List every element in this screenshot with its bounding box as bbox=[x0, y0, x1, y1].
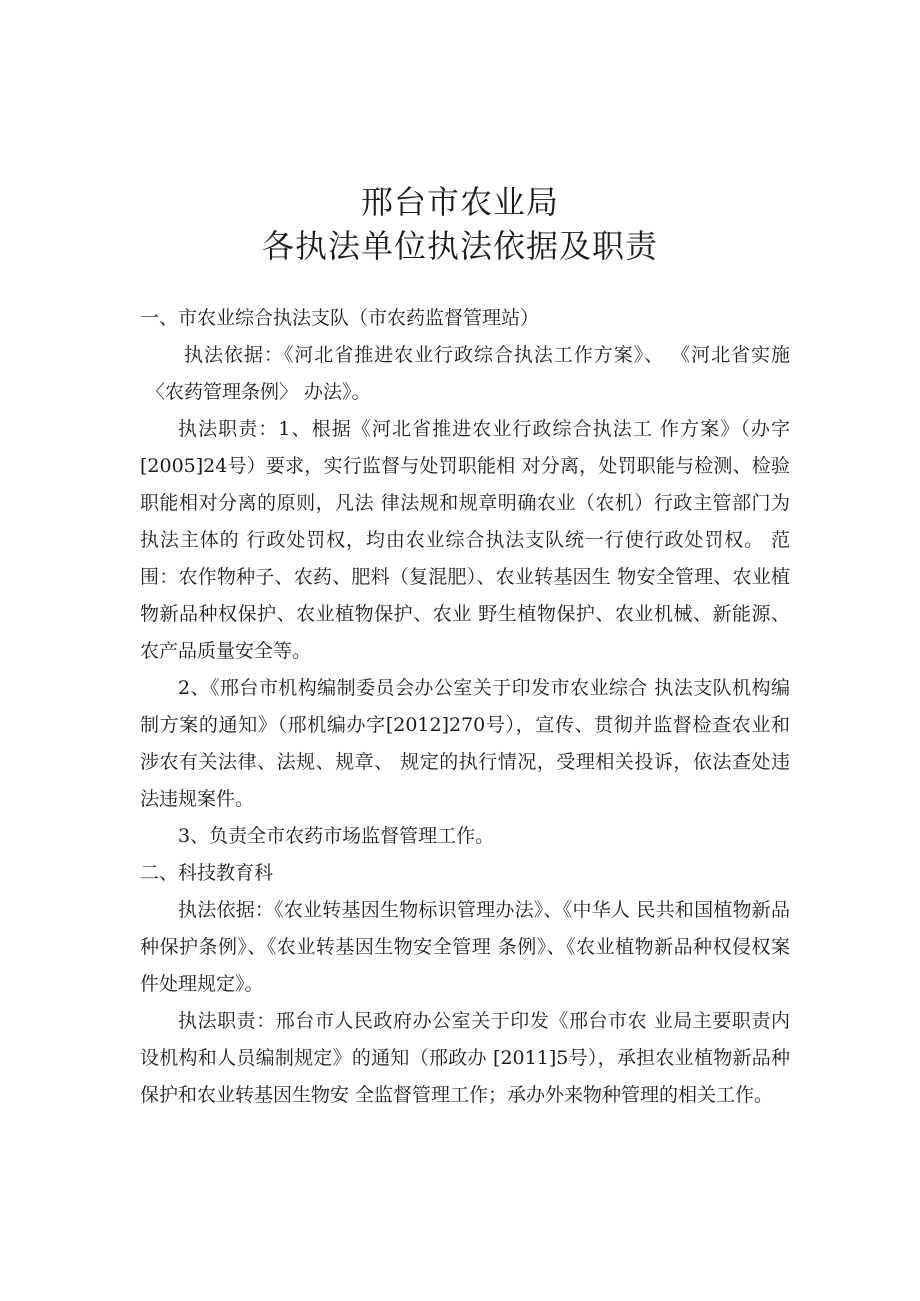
section-2-duty: 执法职责：邢台市人民政府办公室关于印发《邢台市农 业局主要职责内设机构和人员编制规定》的通知（邢政办 [2011]5号），承担农业植物新品种保护和农业转基因生物安 全监督管理工作；承办外来物种管理的相关工作。 bbox=[140, 1010, 790, 1106]
section-1-heading: 一、市农业综合执法支队（市农药监督管理站） bbox=[140, 307, 540, 329]
document-title-line-2: 各执法单位执法依据及职责 bbox=[261, 227, 658, 265]
document-title-line-1: 邢台市农业局 bbox=[360, 183, 559, 221]
section-1-basis: 执法依据：《河北省推进农业行政综合执法工作方案》、 《河北省实施〈农药管理条例〉 办法》。 bbox=[146, 344, 790, 403]
section-1-duty-1: 执法职责：1、根据《河北省推进农业行政综合执法工 作方案》（办字[2005]24号）要求，实行监督与处罚职能相 对分离，处罚职能与检测、检验职能相对分离的原则，凡法 律法规和规章明确农业（农机）行政主管部门为执法主体的 行政处罚权，均由农业综合执法支队统一行使行政处罚权。 范围：农作物种子、农药、肥料（复混肥）、农业转基因生 物安全管理、农业植物新品种权保护、农业植物保护、农业 野生植物保护、农业机械、新能源、农产品质量安全等。 bbox=[140, 418, 790, 662]
section-2-basis: 执法依据：《农业转基因生物标识管理办法》、《中华人 民共和国植物新品种保护条例》、《农业转基因生物安全管理 条例》、《农业植物新品种权侵权案件处理规定》。 bbox=[140, 899, 790, 995]
document-body bbox=[140, 300, 790, 1114]
section-1-duty-3: 3、负责全市农药市场监督管理工作。 bbox=[178, 825, 495, 847]
section-2-heading: 二、科技教育科 bbox=[140, 862, 274, 884]
section-1-duty-2: 2、《邢台市机构编制委员会办公室关于印发市农业综合 执法支队机构编制方案的通知》（邢机编办字[2012]270号），宣传、贯彻并监督检查农业和涉农有关法律、法规、规章、 规定的执行情况，受理相关投诉，依法查处违法违规案件。 bbox=[140, 677, 790, 810]
